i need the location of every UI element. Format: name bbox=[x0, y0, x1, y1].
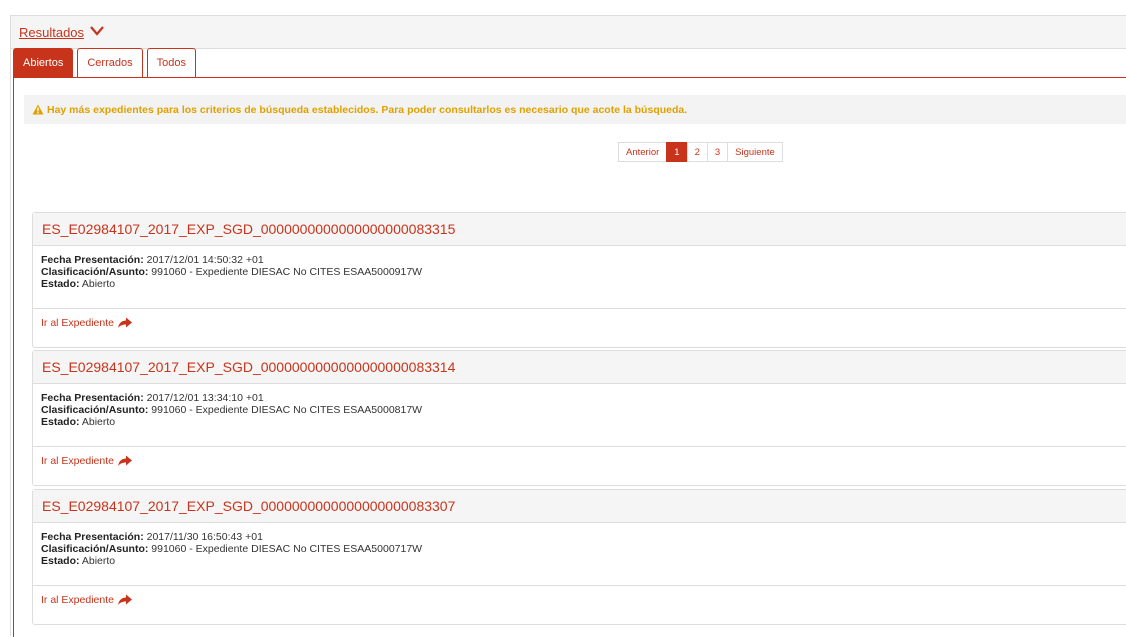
estado-value: Abierto bbox=[81, 278, 116, 290]
expediente-details bbox=[33, 523, 1126, 586]
clasif-label: Clasificación/Asunto: bbox=[41, 543, 149, 555]
results-toggle-link[interactable] bbox=[19, 25, 104, 40]
expediente-details bbox=[33, 384, 1126, 447]
pagination-page-2[interactable]: 2 bbox=[687, 142, 708, 162]
estado-label: Estado: bbox=[41, 555, 80, 567]
tab-label: Todos bbox=[156, 57, 186, 69]
estado-label: Estado: bbox=[41, 278, 80, 290]
fecha-label: Fecha Presentación: bbox=[41, 392, 144, 404]
fecha-value: 2017/11/30 16:50:43 +01 bbox=[146, 531, 263, 543]
estado-value: Abierto bbox=[81, 555, 116, 567]
arrow-right-icon bbox=[117, 317, 133, 329]
tab-abiertos[interactable] bbox=[13, 48, 73, 77]
expediente-card bbox=[32, 489, 1126, 625]
expediente-details bbox=[33, 246, 1126, 309]
expediente-card bbox=[32, 350, 1126, 486]
fecha-label: Fecha Presentación: bbox=[41, 531, 144, 543]
expediente-id: ES_E02984107_2017_EXP_SGD_0000000000000000000083314 bbox=[33, 351, 1126, 384]
expediente-id: ES_E02984107_2017_EXP_SGD_0000000000000000000083315 bbox=[33, 213, 1126, 246]
pagination-page-3[interactable]: 3 bbox=[707, 142, 728, 162]
alert-text: Hay más expedientes para los criterios de búsqueda establecidos. Para poder consultarlos es necesario que acote la búsqueda. bbox=[47, 103, 688, 116]
tab-content bbox=[13, 77, 1126, 637]
expediente-id: ES_E02984107_2017_EXP_SGD_0000000000000000000083307 bbox=[33, 490, 1126, 523]
tab-label: Abiertos bbox=[23, 57, 64, 69]
chevron-down-icon bbox=[90, 26, 104, 36]
link-label: Ir al Expediente bbox=[41, 317, 114, 329]
expediente-link[interactable] bbox=[33, 447, 1126, 467]
results-title: Resultados bbox=[19, 24, 85, 40]
clasif-value: 991060 - Expediente DIESAC No CITES ESAA5000717W bbox=[151, 543, 423, 555]
fecha-label: Fecha Presentación: bbox=[41, 254, 144, 266]
pagination-page-1[interactable]: 1 bbox=[666, 142, 687, 162]
pagination-prev-button[interactable]: Anterior bbox=[618, 142, 667, 162]
clasif-label: Clasificación/Asunto: bbox=[41, 404, 149, 416]
tabs-container bbox=[13, 47, 1126, 78]
clasif-label: Clasificación/Asunto: bbox=[41, 266, 149, 278]
expediente-link[interactable] bbox=[33, 586, 1126, 606]
pagination bbox=[619, 142, 783, 162]
pagination-next-button[interactable]: Siguiente bbox=[727, 142, 783, 162]
tab-todos[interactable] bbox=[147, 48, 196, 77]
tab-cerrados[interactable] bbox=[77, 48, 142, 77]
estado-value: Abierto bbox=[81, 416, 116, 428]
estado-label: Estado: bbox=[41, 416, 80, 428]
expediente-link[interactable] bbox=[33, 309, 1126, 329]
arrow-right-icon bbox=[117, 455, 133, 467]
tab-label: Cerrados bbox=[87, 57, 133, 69]
clasif-value: 991060 - Expediente DIESAC No CITES ESAA5000817W bbox=[151, 404, 423, 416]
panel-heading bbox=[11, 16, 1126, 49]
link-label: Ir al Expediente bbox=[41, 594, 114, 606]
link-label: Ir al Expediente bbox=[41, 455, 114, 467]
clasif-value: 991060 - Expediente DIESAC No CITES ESAA5000917W bbox=[151, 266, 423, 278]
warning-icon bbox=[32, 104, 44, 115]
fecha-value: 2017/12/01 13:34:10 +01 bbox=[146, 392, 264, 404]
fecha-value: 2017/12/01 14:50:32 +01 bbox=[146, 254, 264, 266]
warning-alert bbox=[24, 95, 1126, 124]
tab-bar bbox=[13, 47, 1126, 78]
arrow-right-icon bbox=[117, 594, 133, 606]
expediente-card bbox=[32, 212, 1126, 348]
